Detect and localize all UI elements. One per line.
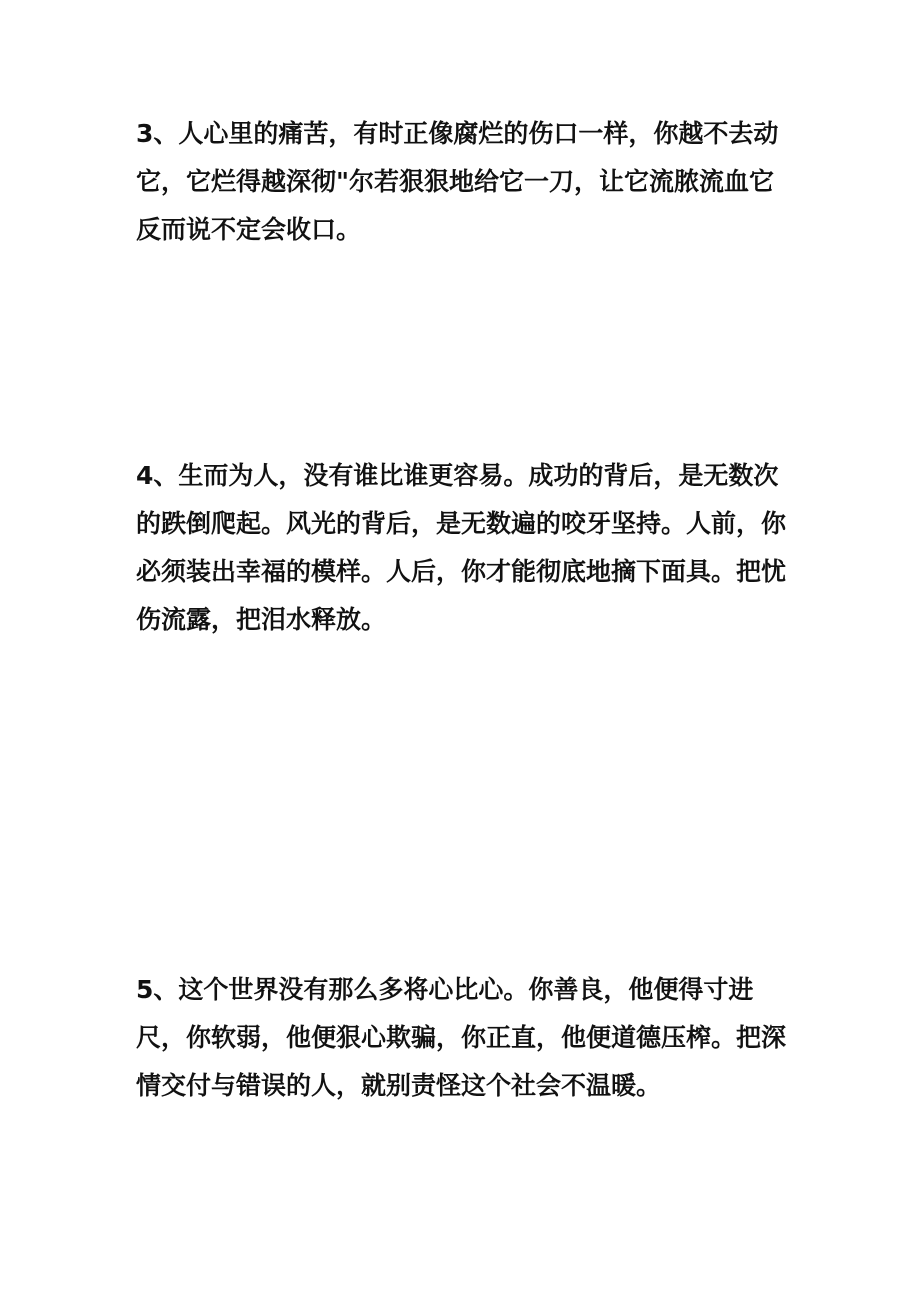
paragraph-5: 5、这个世界没有那么多将心比心。你善良，他便得寸进尺，你软弱，他便狠心欺骗，你正直，他便道德压榨。把深情交付与错误的人，就别责怪这个社会不温暖。 <box>136 975 787 1100</box>
paragraph-4: 4、生而为人，没有谁比谁更容易。成功的背后，是无数次的跌倒爬起。风光的背后，是无数遍的咬牙坚持。人前，你必须装出幸福的模样。人后，你才能彻底地摘下面具。把忧伤流露，把泪水释放。 <box>136 461 787 634</box>
paragraph-3: 3、人心里的痛苦，有时正像腐烂的伤口一样，你越不去动它，它烂得越深彻"尔若狠狠地给它一刀，让它流脓流血它反而说不定会收口。 <box>136 119 779 244</box>
